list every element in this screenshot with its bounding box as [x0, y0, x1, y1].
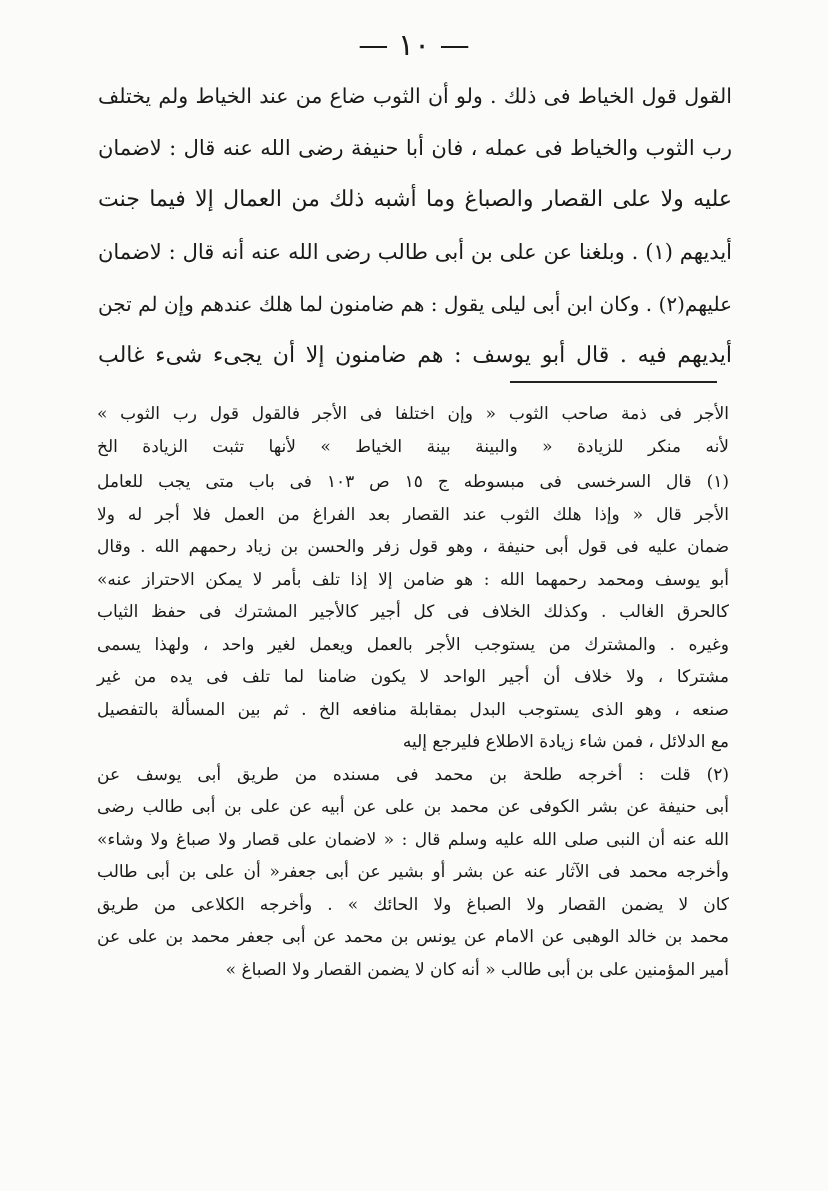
footnote-continuation-line: الأجر فى ذمة صاحب الثوب « وإن اختلفا فى الأجر فالقول قول رب الثوب » — [97, 404, 729, 424]
main-text-line: عليه ولا على القصار والصباغ وما أشبه ذلك من العمال إلا فيما جنت — [98, 187, 732, 212]
footnote-2-line: وأخرجه محمد فى الآثار عنه عن بشر أو بشير عن أبى جعفر« أن على بن أبى طالب — [97, 862, 729, 882]
footnote-1-line: مشتركا ، ولا خلاف أن أجير الواحد لا يكون ضامنا لما تلف فى يده من غير — [97, 667, 729, 687]
footnote-1-line: الأجر قال « وإذا هلك الثوب عند القصار بعد الفراغ من العمل فلا أجر له ولا — [97, 504, 729, 525]
main-text-line: القول قول الخياط فى ذلك . ولو أن الثوب ضاع من عند الخياط ولم يختلف — [98, 84, 732, 108]
footnote-2-line: محمد بن خالد الوهبى عن الامام عن يونس بن محمد عن أبى جعفر محمد بن على عن — [97, 927, 729, 947]
main-text — [98, 70, 732, 382]
footnote-2-line: كان لا يضمن القصار ولا الصباغ ولا الحائك » . وأخرجه الكلاعى من طريق — [97, 894, 729, 915]
footnote-2-line: (٢) قلت : أخرجه طلحة بن محمد فى مسنده من طريق أبى يوسف عن — [97, 764, 729, 785]
footnote-separator — [510, 381, 717, 383]
footnote-1-line: ضمان عليه فى قول أبى حنيفة ، وهو قول زفر والحسن بن زياد رحمهم الله . وقال — [97, 537, 729, 557]
footnote-2-line: أبى حنيفة عن بشر الكوفى عن محمد بن على عن أبيه عن على بن أبى طالب رضى — [97, 797, 729, 817]
footnote-1-line: أبو يوسف ومحمد رحمهما الله : هو ضامن إلا إذا تلف بأمر لا يمكن الاحتراز عنه» — [97, 569, 729, 590]
main-text-line: رب الثوب والخياط فى عمله ، فان أبا حنيفة رضى الله عنه قال : لاضمان — [98, 136, 732, 160]
footnote-2-line: أمير المؤمنين على بن أبى طالب « أنه كان لا يضمن القصار ولا الصباغ » — [225, 959, 729, 980]
main-text-line: أيديهم (١) . وبلغنا عن على بن أبى طالب رضى الله عنه أنه قال : لاضمان — [98, 240, 732, 264]
footnote-1-line: صنعه ، وهو الذى يستوجب البدل بمقابلة منافعه الخ . ثم بين المسألة بالتفصيل — [97, 699, 729, 720]
footnote-continuation-line: لأنه منكر للزيادة « والبينة بينة الخياط » لأنها تثبت الزيادة الخ — [97, 436, 729, 457]
footnote-1-line: مع الدلائل ، فمن شاء زيادة الاطلاع فليرجع إليه — [402, 732, 729, 752]
footnote-1-line: وغيره . والمشترك من يستوجب الأجر بالعمل ويعمل لغير واحد ، ولهذا يسمى — [97, 634, 729, 655]
page-number: — ١٠ — — [358, 28, 470, 63]
main-text-line: أيديهم فيه . قال أبو يوسف : هم ضامنون إلا أن يجىء شىء غالب — [98, 343, 732, 368]
main-text-line: عليهم(٢) . وكان ابن أبى ليلى يقول : هم ضامنون لما هلك عندهم وإن لم تجن — [98, 292, 732, 316]
footnote-1-line: كالحرق الغالب . وكذلك الخلاف فى كل أجير كالأجير المشترك فى حفظ الثياب — [97, 602, 729, 622]
footnote-1-line: (١) قال السرخسى فى مبسوطه ج ١٥ ص ١٠٣ فى باب متى يجب للعامل — [97, 472, 729, 492]
footnotes — [97, 398, 729, 986]
footnote-2-line: الله عنه أن النبى صلى الله عليه وسلم قال : « لاضمان على قصار ولا صباغ ولا وشاء» — [97, 829, 729, 850]
